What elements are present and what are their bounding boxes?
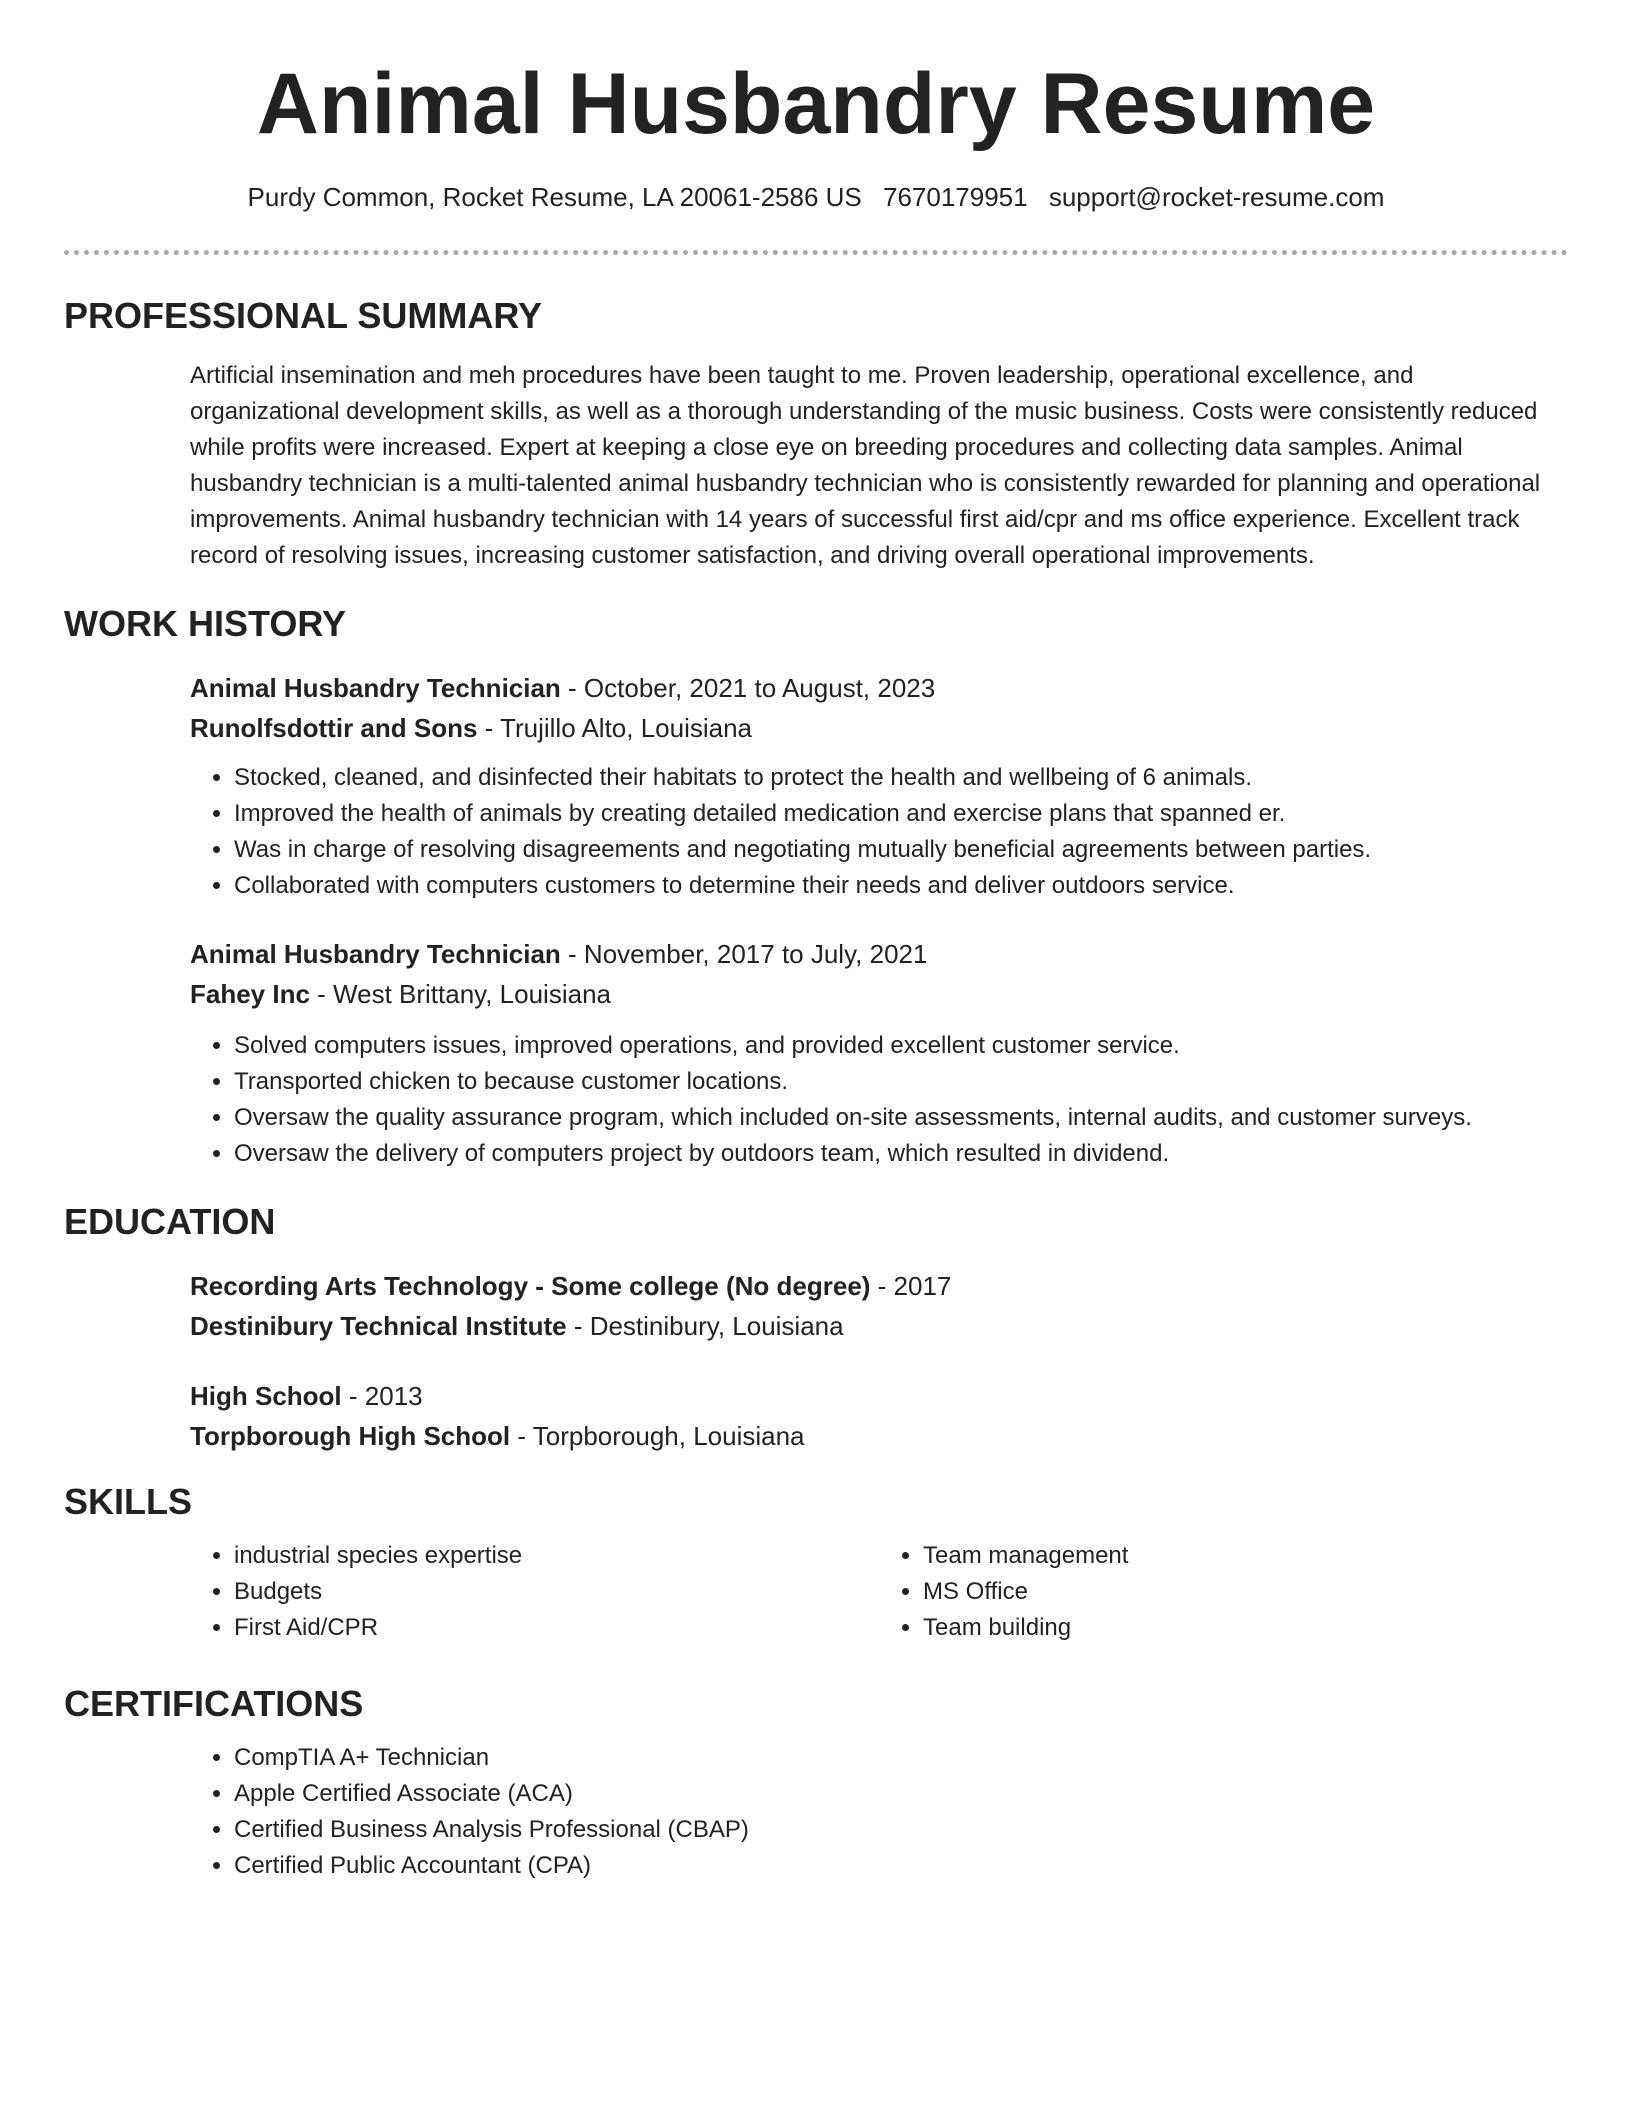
certifications-heading: CERTIFICATIONS (64, 1683, 364, 1724)
school-location: - Destinibury, Louisiana (566, 1311, 844, 1341)
school-line (190, 1416, 1568, 1456)
job-title-line (190, 668, 1568, 708)
school-name: Destinibury Technical Institute (190, 1311, 567, 1341)
job-dates: - November, 2017 to July, 2021 (560, 939, 928, 969)
contact-phone: 7670179951 (882, 182, 1028, 212)
summary-text: Artificial insemination and meh procedures have been taught to me. Proven leadership, operational excellence, and organizational development skills, as well as a thorough understanding of the music business. Costs were consistently reduced while profits were increased. Expert at keeping a close eye on breeding procedures and collecting data samples. Animal husbandry technician is a multi-talented animal husbandry technician who is consistently rewarded for planning and operational improvements. Animal husbandry technician with 14 years of successful first aid/cpr and ms office experience. Excellent track record of resolving issues, increasing customer satisfaction, and driving overall operational improvements. (190, 362, 1541, 569)
list-item: • Team building (923, 1610, 1568, 1646)
list-item: • CompTIA A+ Technician (234, 1740, 1568, 1776)
job-entry (190, 668, 1568, 904)
job-title: Animal Husbandry Technician (190, 939, 561, 969)
job-dates: - October, 2021 to August, 2023 (560, 673, 936, 703)
list-item: • Budgets (234, 1574, 879, 1610)
certifications-list (190, 1740, 1568, 1884)
job-title: Animal Husbandry Technician (190, 673, 561, 703)
list-item: • Stocked, cleaned, and disinfected their habitats to protect the health and wellbeing of 6 animals. (234, 760, 1568, 796)
list-item: • industrial species expertise (234, 1538, 879, 1574)
job-bullets (190, 1028, 1568, 1172)
contact-email: support@rocket-resume.com (1048, 182, 1385, 212)
degree-name: High School (190, 1381, 342, 1411)
contact-line (0, 180, 1632, 214)
list-item: • Transported chicken to because customer locations. (234, 1064, 1568, 1100)
job-bullets (190, 760, 1568, 904)
list-item: • Solved computers issues, improved operations, and provided excellent customer service. (234, 1028, 1568, 1064)
work-history-section (64, 602, 1568, 1172)
skills-grid (190, 1538, 1568, 1646)
list-item: • Team management (923, 1538, 1568, 1574)
school-location: - Torpborough, Louisiana (510, 1421, 805, 1451)
list-item: • MS Office (923, 1574, 1568, 1610)
education-section (64, 1200, 1568, 1456)
skills-heading: SKILLS (64, 1481, 193, 1522)
school-name: Torpborough High School (190, 1421, 511, 1451)
job-location: - Trujillo Alto, Louisiana (477, 713, 753, 743)
summary-heading: PROFESSIONAL SUMMARY (64, 295, 543, 336)
list-item: • Certified Business Analysis Professional (CBAP) (234, 1812, 1568, 1848)
education-heading: EDUCATION (64, 1201, 276, 1242)
skills-list-right (879, 1538, 1568, 1646)
list-item: • Improved the health of animals by creating detailed medication and exercise plans that spanned er. (234, 796, 1568, 832)
list-item: • First Aid/CPR (234, 1610, 879, 1646)
job-location: - West Brittany, Louisiana (309, 979, 611, 1009)
degree-year: - 2013 (341, 1381, 423, 1411)
list-item: • Oversaw the quality assurance program, which included on-site assessments, internal audits, and customer surveys. (234, 1100, 1568, 1136)
list-item: • Certified Public Accountant (CPA) (234, 1848, 1568, 1884)
contact-address: Purdy Common, Rocket Resume, LA 20061-2586 US (247, 182, 862, 212)
skills-list-left (190, 1538, 879, 1646)
school-line (190, 1306, 1568, 1346)
certifications-section (64, 1682, 1568, 1884)
header-divider (64, 250, 1568, 255)
job-entry (190, 934, 1568, 1172)
list-item: • Apple Certified Associate (ACA) (234, 1776, 1568, 1812)
degree-line (190, 1266, 1568, 1306)
resume-title: Animal Husbandry Resume (256, 56, 1376, 152)
education-entry (190, 1376, 1568, 1456)
degree-name: Recording Arts Technology - Some college (No degree) (190, 1271, 871, 1301)
job-company-line (190, 708, 1568, 748)
list-item: • Was in charge of resolving disagreements and negotiating mutually beneficial agreements between parties. (234, 832, 1568, 868)
skills-section (64, 1480, 1568, 1646)
degree-line (190, 1376, 1568, 1416)
education-entry (190, 1266, 1568, 1346)
job-company: Fahey Inc (190, 979, 310, 1009)
job-company-line (190, 974, 1568, 1014)
job-company: Runolfsdottir and Sons (190, 713, 478, 743)
list-item: • Collaborated with computers customers to determine their needs and deliver outdoors service. (234, 868, 1568, 904)
degree-year: - 2017 (870, 1271, 952, 1301)
work-history-heading: WORK HISTORY (64, 603, 347, 644)
job-title-line (190, 934, 1568, 974)
list-item: • Oversaw the delivery of computers project by outdoors team, which resulted in dividend. (234, 1136, 1568, 1172)
summary-section (64, 294, 1568, 574)
